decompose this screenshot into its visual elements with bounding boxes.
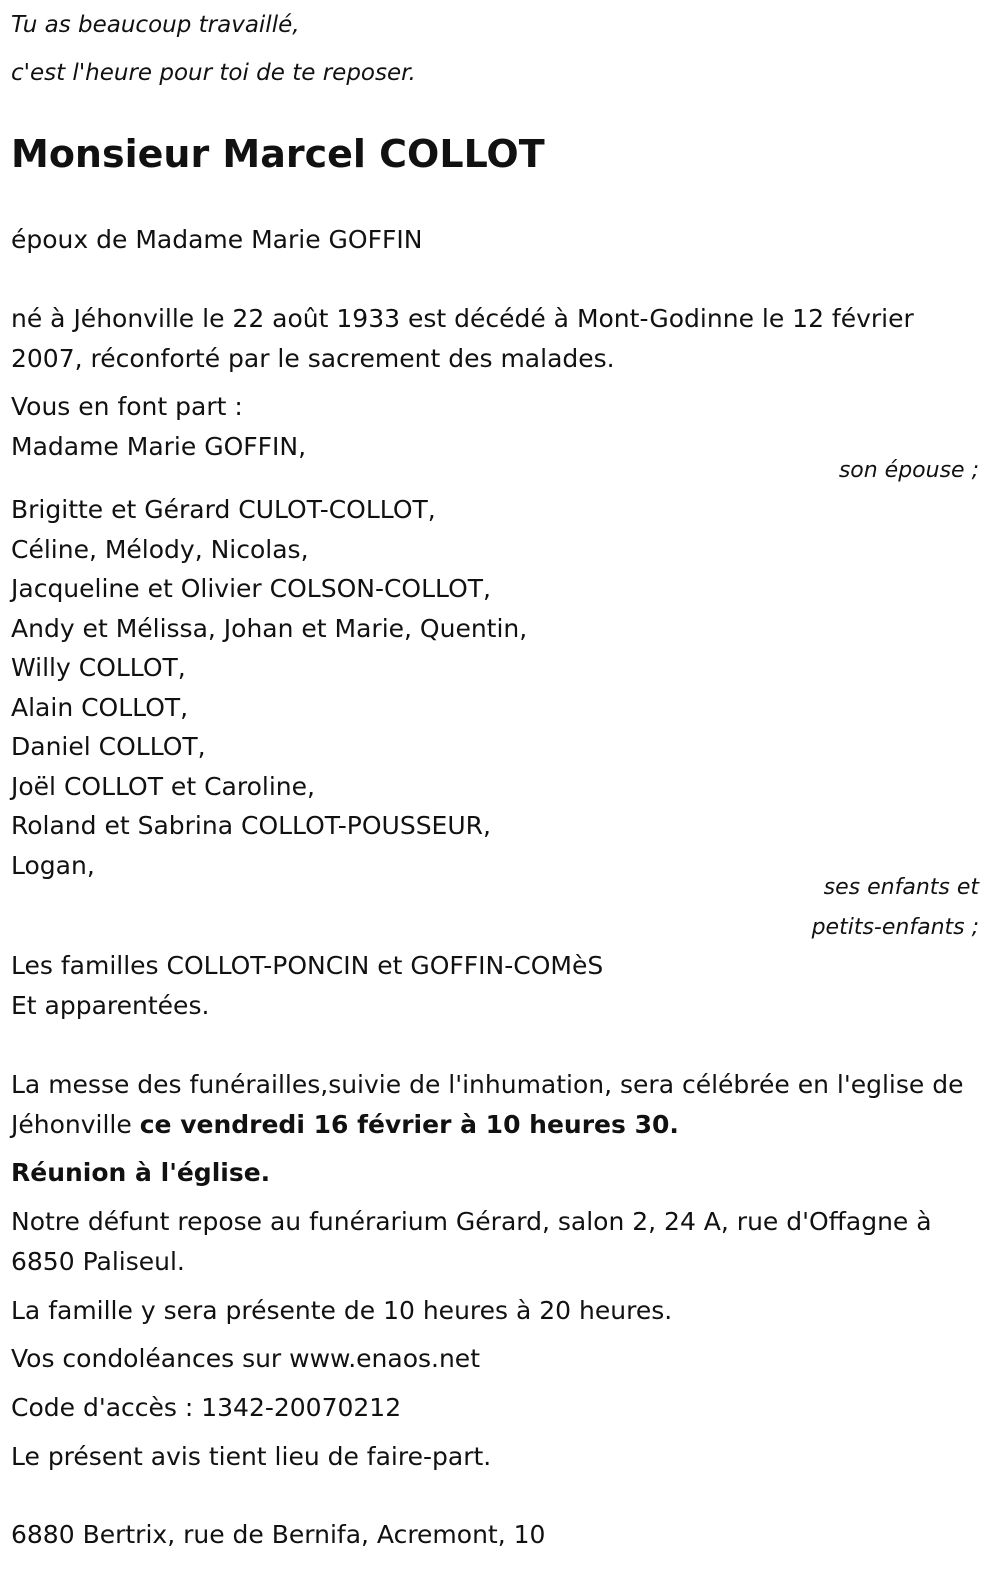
children-role-line-2: petits-enfants ; (811, 915, 979, 940)
families-line: Les familles COLLOT-PONCIN et GOFFIN-COMèS (11, 951, 604, 980)
meeting-line: Réunion à l'église. (11, 1158, 271, 1187)
list-item: Brigitte et Gérard CULOT-COLLOT, (11, 495, 436, 524)
epigraph-line-2: c'est l'heure pour toi de te reposer. (11, 60, 416, 86)
children-role-line-1: ses enfants et (823, 875, 979, 900)
family-intro: Vous en font part : (11, 392, 243, 421)
epigraph-line-1: Tu as beaucoup travaillé, (11, 12, 300, 38)
birth-death-paragraph: né à Jéhonville le 22 août 1933 est décédé à Mont-Godinne le 12 février 2007, réconforté par le sacrement des malades. (11, 304, 914, 373)
list-item: Joël COLLOT et Caroline, (11, 771, 315, 801)
notice-line: Le présent avis tient lieu de faire-part. (11, 1442, 492, 1471)
access-code-line: Code d'accès : 1342-20070212 (11, 1393, 402, 1422)
repose-paragraph: Notre défunt repose au funérarium Gérard, salon 2, 24 A, rue d'Offagne à 6850 Paliseul. (11, 1207, 932, 1276)
mass-date: ce vendredi 16 février à 10 heures 30. (139, 1109, 679, 1139)
mass-text: La messe des funérailles,suivie de l'inhumation, sera célébrée en l'eglise de Jéhonville (11, 1070, 964, 1139)
list-item: Daniel COLLOT, (11, 732, 206, 761)
list-item: Alain COLLOT, (11, 692, 189, 722)
list-item: Céline, Mélody, Nicolas, (11, 534, 309, 564)
list-item: Andy et Mélissa, Johan et Marie, Quentin, (11, 613, 528, 643)
presence-line: La famille y sera présente de 10 heures à 20 heures. (11, 1296, 673, 1325)
mass-paragraph (11, 1065, 979, 1144)
spouse-line: époux de Madame Marie GOFFIN (11, 225, 423, 254)
list-item: Roland et Sabrina COLLOT-POUSSEUR, (11, 811, 491, 840)
children-list (11, 490, 527, 885)
deceased-name: Monsieur Marcel COLLOT (11, 132, 545, 176)
address-line: 6880 Bertrix, rue de Bernifa, Acremont, 10 (11, 1520, 546, 1549)
relatives-line: Et apparentées. (11, 991, 210, 1020)
list-item: Jacqueline et Olivier COLSON-COLLOT, (11, 574, 491, 603)
list-item: Logan, (11, 850, 95, 880)
spouse-role: son épouse ; (838, 458, 979, 483)
condolences-line: Vos condoléances sur www.enaos.net (11, 1344, 480, 1373)
spouse-name: Madame Marie GOFFIN, (11, 432, 307, 461)
list-item: Willy COLLOT, (11, 653, 186, 682)
